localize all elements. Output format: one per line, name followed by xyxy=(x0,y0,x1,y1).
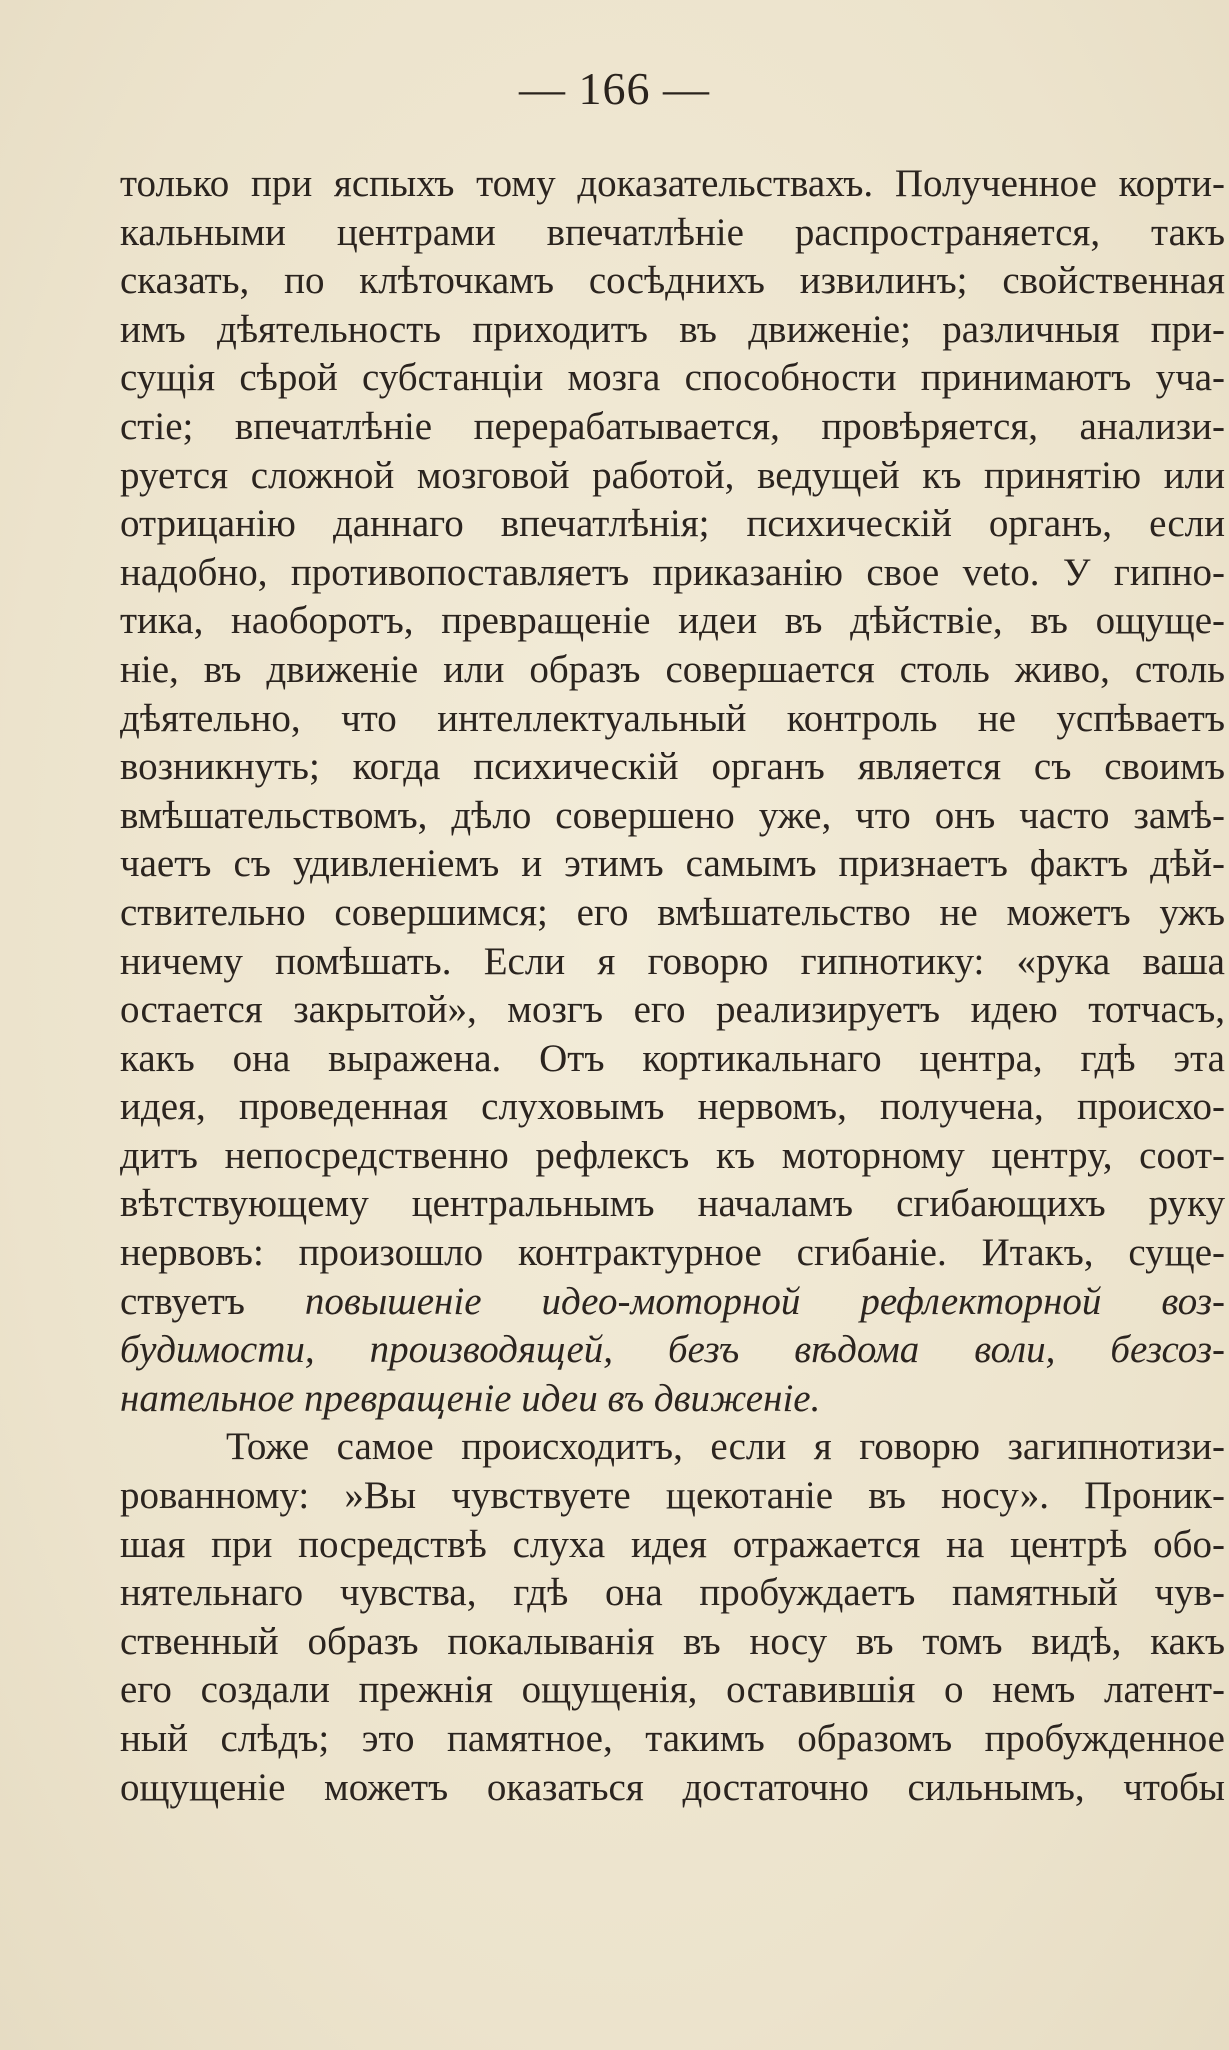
text-line: шая при посредствѣ слуха идея отражается на центрѣ обо- xyxy=(120,1522,1225,1566)
text-line: ный слѣдъ; это памятное, такимъ образомъ пробужденное xyxy=(120,1717,1225,1760)
text-line: вѣтствующему центральнымъ началамъ сгибающихъ руку xyxy=(120,1182,1225,1226)
text-line: нятельнаго чувства, гдѣ она пробуждаетъ памятный чув- xyxy=(120,1571,1225,1615)
text-line-mixed xyxy=(120,1278,1225,1327)
text-line: возникнуть; когда психическій органъ является съ своимъ xyxy=(120,745,1225,789)
text-line: чаетъ съ удивленіемъ и этимъ самымъ признаетъ фактъ дѣй- xyxy=(120,842,1225,886)
text-line: дѣятельно, что интеллектуальный контроль не успѣваетъ xyxy=(120,696,1225,740)
text-line: рованному: »Вы чувствуете щекотаніе въ носу». Проник- xyxy=(120,1474,1225,1518)
text-line: ственный образъ покалыванія въ носу въ томъ видѣ, какъ xyxy=(120,1619,1225,1663)
text-line: идея, проведенная слуховымъ нервомъ, получена, происхо- xyxy=(120,1085,1225,1129)
text-line: ощущеніе можетъ оказаться достаточно сильнымъ, чтобы xyxy=(120,1765,1225,1809)
text-line: дитъ непосредственно рефлексъ къ моторному центру, соот- xyxy=(120,1133,1225,1177)
text-line: тика, наоборотъ, превращеніе идеи въ дѣйствіе, въ ощуще- xyxy=(120,599,1225,643)
text-line: стіе; впечатлѣніе перерабатывается, провѣряется, анализи- xyxy=(120,404,1225,448)
text-line: ничему помѣшать. Если я говорю гипнотику: «рука ваша xyxy=(120,939,1225,983)
text-line: имъ дѣятельность приходитъ въ движеніе; различныя при- xyxy=(120,307,1225,351)
page-body-text xyxy=(120,160,1225,1812)
text-line: сущія сѣрой субстанціи мозга способности принимаютъ уча- xyxy=(120,356,1225,400)
text-line: его создали прежнія ощущенія, оставившія о немъ латент- xyxy=(120,1668,1225,1712)
page-number: — 166 — xyxy=(519,63,710,114)
text-line: ніе, въ движеніе или образъ совершается столь живо, столь xyxy=(120,647,1225,691)
plain-text-segment: ствуетъ xyxy=(120,1279,305,1323)
text-line: нервовъ: произошло контрактурное сгибаніе. Итакъ, суще- xyxy=(120,1231,1225,1275)
text-line: вмѣшательствомъ, дѣло совершено уже, что онъ часто замѣ- xyxy=(120,793,1225,837)
italic-text-line: нательное превращеніе идеи въ движеніе. xyxy=(120,1376,821,1420)
text-line: только при яспыхъ тому доказательствахъ. Полученное корти- xyxy=(120,162,1225,205)
text-line: какъ она выражена. Отъ кортикальнаго центра, гдѣ эта xyxy=(120,1036,1225,1080)
text-line: кальными центрами впечатлѣніе распространяется, такъ xyxy=(120,210,1225,254)
italic-text-segment: повышеніе идео-моторной рефлекторной воз- xyxy=(304,1279,1225,1323)
paragraph-first-line: Тоже самое происходитъ, если я говорю загипнотизи- xyxy=(226,1425,1225,1469)
text-line: надобно, противопоставляетъ приказанію свое veto. У гипно- xyxy=(120,550,1225,594)
text-line: сказать, по клѣточкамъ сосѣднихъ извилинъ; свойственная xyxy=(120,259,1225,303)
text-line: остается закрытой», мозгъ его реализируетъ идею тотчасъ, xyxy=(120,988,1225,1032)
text-line: отрицанію даннаго впечатлѣнія; психическій органъ, если xyxy=(120,502,1225,546)
text-line: ствительно совершимся; его вмѣшательство не можетъ ужъ xyxy=(120,890,1225,934)
text-line: руется сложной мозговой работой, ведущей къ принятію или xyxy=(120,453,1225,497)
italic-text-line: будимости, производящей, безъ вѣдома воли, безсоз- xyxy=(120,1328,1225,1372)
